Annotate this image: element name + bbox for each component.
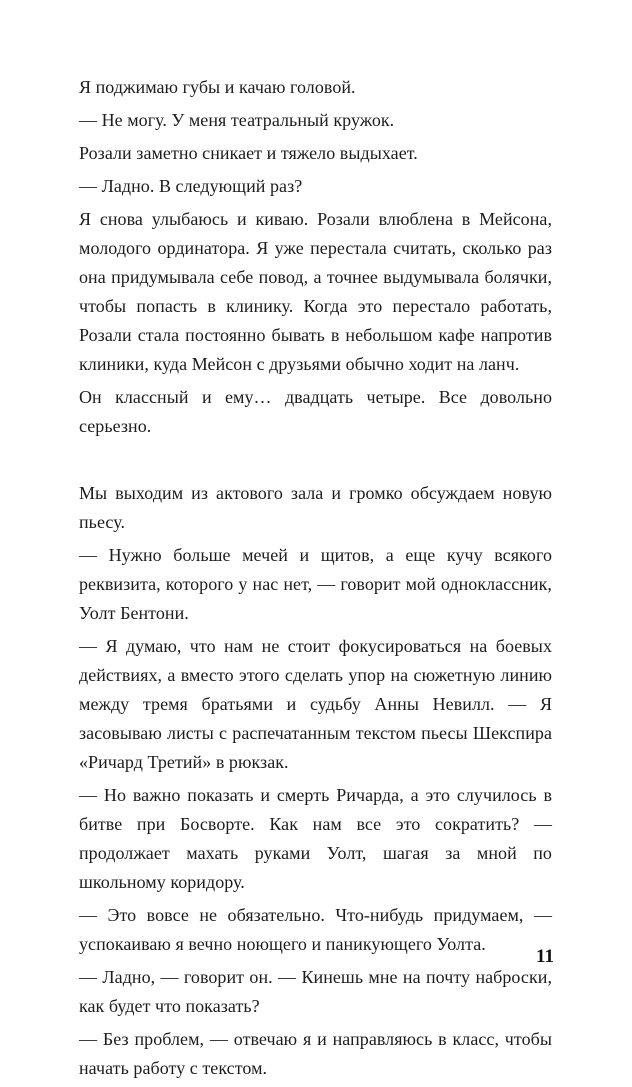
paragraph: — Я думаю, что нам не стоит фокусироваться на боевых действиях, а вместо этого сделать упор на сюжетную линию между тремя братьями и судьбу Анны Невилл. — Я засовываю листы с распечатанным текстом пьесы Шекспира «Ричард Третий» в рюкзак. [79, 636, 552, 772]
paragraph: Розали заметно сникает и тяжело выдыхает. [79, 143, 418, 163]
paragraph: — Но важно показать и смерть Ричарда, а это случилось в битве при Босворте. Как нам все это сократить? — продолжает махать руками Уолт, шагая за мной по школьному коридору. [79, 785, 552, 892]
paragraph: — Ладно, — говорит он. — Кинешь мне на почту наброски, как будет что показать? [79, 967, 552, 1016]
paragraph: Я снова улыбаюсь и киваю. Розали влюблена в Мейсона, молодого ординатора. Я уже перестала считать, сколько раз она придумывала себе повод, а точнее выдумывала болячки, чтобы попасть в клинику. Когда это перестало работать, Розали стала постоянно бывать в небольшом кафе напротив клиники, куда Мейсон с друзьями обычно ходит на ланч. [79, 209, 552, 374]
paragraph: — Без проблем, — отвечаю я и направляюсь в класс, чтобы начать работу с текстом. [79, 1029, 552, 1078]
paragraph: — Нужно больше мечей и щитов, а еще кучу всякого реквизита, которого у нас нет, — говорит мой одноклассник, Уолт Бентони. [79, 545, 552, 623]
section-break [79, 445, 552, 479]
paragraph: — Не могу. У меня театральный кружок. [79, 110, 395, 130]
paragraph: — Это вовсе не обязательно. Что-нибудь придумаем, — успокаиваю я вечно ноющего и паникующего Уолта. [79, 905, 552, 954]
paragraph: — Ладно. В следующий раз? [79, 176, 303, 196]
paragraph: Мы выходим из актового зала и громко обсуждаем новую пьесу. [79, 483, 552, 532]
body-text [79, 73, 552, 1087]
page-number: 11 [536, 946, 554, 967]
paragraph: Он классный и ему… двадцать четыре. Все довольно серьезно. [79, 387, 552, 436]
paragraph: Я поджимаю губы и качаю головой. [79, 77, 356, 97]
